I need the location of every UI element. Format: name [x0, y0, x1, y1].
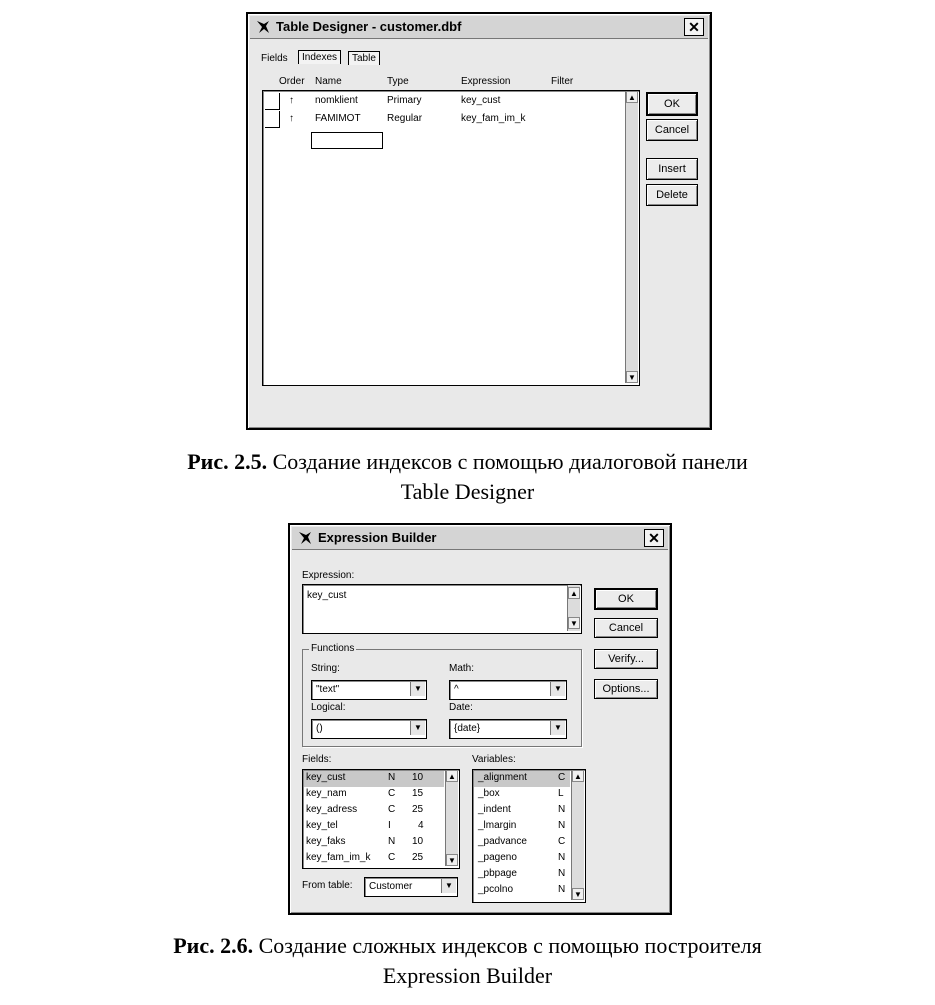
order-arrow-icon[interactable]: ↑ [289, 113, 294, 124]
field-name[interactable]: key_nam [306, 788, 347, 799]
date-functions-select[interactable] [449, 719, 567, 739]
expression-builder-titlebar[interactable] [292, 527, 668, 550]
list-item[interactable] [304, 803, 444, 819]
variable-name[interactable]: _lmargin [478, 820, 517, 831]
list-item[interactable] [474, 835, 570, 851]
close-icon[interactable]: ✕ [684, 18, 704, 36]
variable-type[interactable]: N [558, 804, 566, 815]
variable-type[interactable]: C [558, 772, 566, 783]
delete-button[interactable]: Delete [646, 184, 698, 206]
field-type[interactable]: I [388, 820, 391, 831]
list-item[interactable] [474, 771, 570, 787]
scroll-down-icon[interactable]: ▼ [572, 888, 584, 900]
ok-button[interactable]: OK [594, 588, 658, 610]
caption-number: Рис. 2.5. [187, 449, 268, 474]
grid-scrollbar[interactable] [625, 91, 638, 383]
caption-text: Создание индексов с помощью диалоговой панели [267, 449, 748, 474]
math-function-value: ^ [454, 684, 459, 695]
tab-table[interactable]: Table [348, 51, 380, 65]
math-label: Math: [449, 663, 475, 674]
field-type[interactable]: N [388, 836, 396, 847]
fields-list[interactable] [302, 769, 460, 869]
variables-list[interactable] [472, 769, 586, 903]
column-header-type: Type [387, 76, 409, 87]
order-arrow-icon[interactable]: ↑ [289, 95, 294, 106]
chevron-down-icon[interactable]: ▼ [410, 721, 425, 735]
string-label: String: [311, 663, 340, 674]
tab-indexes[interactable]: Indexes [298, 50, 341, 64]
field-width[interactable]: 10 [412, 772, 424, 783]
string-function-value: "text" [316, 684, 340, 695]
scroll-up-icon[interactable]: ▲ [626, 91, 638, 103]
functions-group [302, 643, 582, 747]
field-type[interactable]: C [388, 852, 396, 863]
indexes-grid [262, 90, 640, 386]
logical-label: Logical: [311, 702, 346, 713]
fields-label: Fields: [302, 754, 332, 765]
field-width[interactable]: 4 [418, 820, 424, 831]
caption-number: Рис. 2.6. [173, 933, 254, 958]
logical-function-value: () [316, 723, 323, 734]
variable-type[interactable]: C [558, 836, 566, 847]
column-header-filter: Filter [551, 76, 574, 87]
expression-scrollbar[interactable] [567, 585, 580, 631]
column-header-order: Order [279, 76, 305, 87]
list-item[interactable] [474, 867, 570, 883]
variable-name[interactable]: _indent [478, 804, 511, 815]
scroll-up-icon[interactable]: ▲ [446, 770, 458, 782]
expression-builder-window [288, 523, 672, 915]
variables-scrollbar[interactable] [571, 770, 584, 900]
column-header-expression: Expression [461, 76, 511, 87]
figure-caption-line2: Table Designer [400, 479, 535, 504]
scroll-down-icon[interactable]: ▼ [626, 371, 638, 383]
date-label: Date: [449, 702, 473, 713]
close-icon[interactable]: ✕ [644, 529, 664, 547]
variable-name[interactable]: _pcolno [478, 884, 514, 895]
logical-functions-select[interactable] [311, 719, 427, 739]
functions-label: Functions [311, 643, 355, 654]
math-functions-select[interactable] [449, 680, 567, 700]
variable-name[interactable]: _box [478, 788, 500, 799]
from-table-select[interactable] [364, 877, 458, 897]
list-item[interactable] [474, 819, 570, 835]
index-type[interactable]: Regular [387, 113, 423, 124]
figure-caption-line2: Expression Builder [382, 963, 553, 988]
verify-button[interactable]: Verify... [594, 649, 658, 669]
from-table-value: Customer [369, 881, 413, 892]
window-title: Expression Builder [318, 530, 437, 545]
date-function-value: {date} [454, 723, 481, 734]
field-width[interactable]: 25 [412, 852, 424, 863]
variable-name[interactable]: _pbpage [478, 868, 517, 879]
caption-text: Создание сложных индексов с помощью построителя [253, 933, 762, 958]
variable-type[interactable]: N [558, 852, 566, 863]
index-name[interactable]: FAMIMOT [315, 113, 361, 124]
field-name[interactable]: key_faks [306, 836, 346, 847]
chevron-down-icon[interactable]: ▼ [550, 682, 565, 696]
field-type[interactable]: C [388, 788, 396, 799]
fields-scrollbar[interactable] [445, 770, 458, 866]
list-item[interactable] [304, 835, 444, 851]
variable-type[interactable]: N [558, 868, 566, 879]
list-item[interactable] [304, 787, 444, 803]
field-type[interactable]: N [388, 772, 396, 783]
variable-type[interactable]: L [558, 788, 564, 799]
list-item[interactable] [304, 771, 444, 787]
field-name[interactable]: key_cust [306, 772, 346, 783]
index-row[interactable] [263, 93, 625, 110]
insert-button[interactable]: Insert [646, 158, 698, 180]
variable-name[interactable]: _alignment [478, 772, 527, 783]
scroll-up-icon[interactable]: ▲ [572, 770, 584, 782]
string-functions-select[interactable] [311, 680, 427, 700]
variables-label: Variables: [472, 754, 516, 765]
index-name[interactable]: nomklient [315, 95, 358, 106]
index-row[interactable] [263, 111, 625, 128]
index-expression[interactable]: key_cust [461, 95, 501, 106]
variable-name[interactable]: _pageno [478, 852, 517, 863]
ok-button[interactable]: OK [646, 92, 698, 116]
figure-caption [0, 932, 935, 960]
column-header-name: Name [315, 76, 342, 87]
field-name[interactable]: key_adress [306, 804, 358, 815]
row-selector[interactable] [265, 93, 280, 110]
list-item[interactable] [474, 803, 570, 819]
scroll-up-icon[interactable]: ▲ [568, 587, 580, 599]
chevron-down-icon[interactable]: ▼ [410, 682, 425, 696]
list-item[interactable] [474, 787, 570, 803]
tab-fields[interactable]: Fields [261, 53, 288, 64]
field-name[interactable]: key_tel [306, 820, 338, 831]
list-item[interactable] [474, 851, 570, 867]
expression-value[interactable]: key_cust [307, 590, 347, 601]
scroll-down-icon[interactable]: ▼ [446, 854, 458, 866]
foxpro-app-icon [297, 530, 313, 546]
expression-label: Expression: [302, 570, 355, 581]
from-table-label: From table: [302, 880, 353, 891]
foxpro-app-icon [255, 19, 271, 35]
index-type[interactable]: Primary [387, 95, 422, 106]
table-designer-titlebar[interactable] [250, 16, 708, 39]
cancel-button[interactable]: Cancel [594, 618, 658, 638]
chevron-down-icon[interactable]: ▼ [441, 879, 456, 893]
options-button[interactable]: Options... [594, 679, 658, 699]
field-width[interactable]: 15 [412, 788, 424, 799]
chevron-down-icon[interactable]: ▼ [550, 721, 565, 735]
cancel-button[interactable]: Cancel [646, 119, 698, 141]
field-width[interactable]: 10 [412, 836, 424, 847]
row-selector[interactable] [265, 111, 280, 128]
list-item[interactable] [474, 883, 570, 899]
figure-caption [0, 448, 935, 476]
variable-type[interactable]: N [558, 884, 566, 895]
window-title: Table Designer - customer.dbf [276, 19, 462, 34]
expression-textarea[interactable] [302, 584, 582, 634]
list-item[interactable] [304, 819, 444, 835]
field-name[interactable]: key_fam_im_k [306, 852, 371, 863]
scroll-down-icon[interactable]: ▼ [568, 617, 580, 629]
new-index-name-input[interactable] [311, 132, 383, 149]
table-designer-window [246, 12, 712, 430]
index-expression[interactable]: key_fam_im_k [461, 113, 526, 124]
list-item[interactable] [304, 851, 444, 867]
field-type[interactable]: C [388, 804, 396, 815]
field-width[interactable]: 25 [412, 804, 424, 815]
variable-type[interactable]: N [558, 820, 566, 831]
variable-name[interactable]: _padvance [478, 836, 527, 847]
